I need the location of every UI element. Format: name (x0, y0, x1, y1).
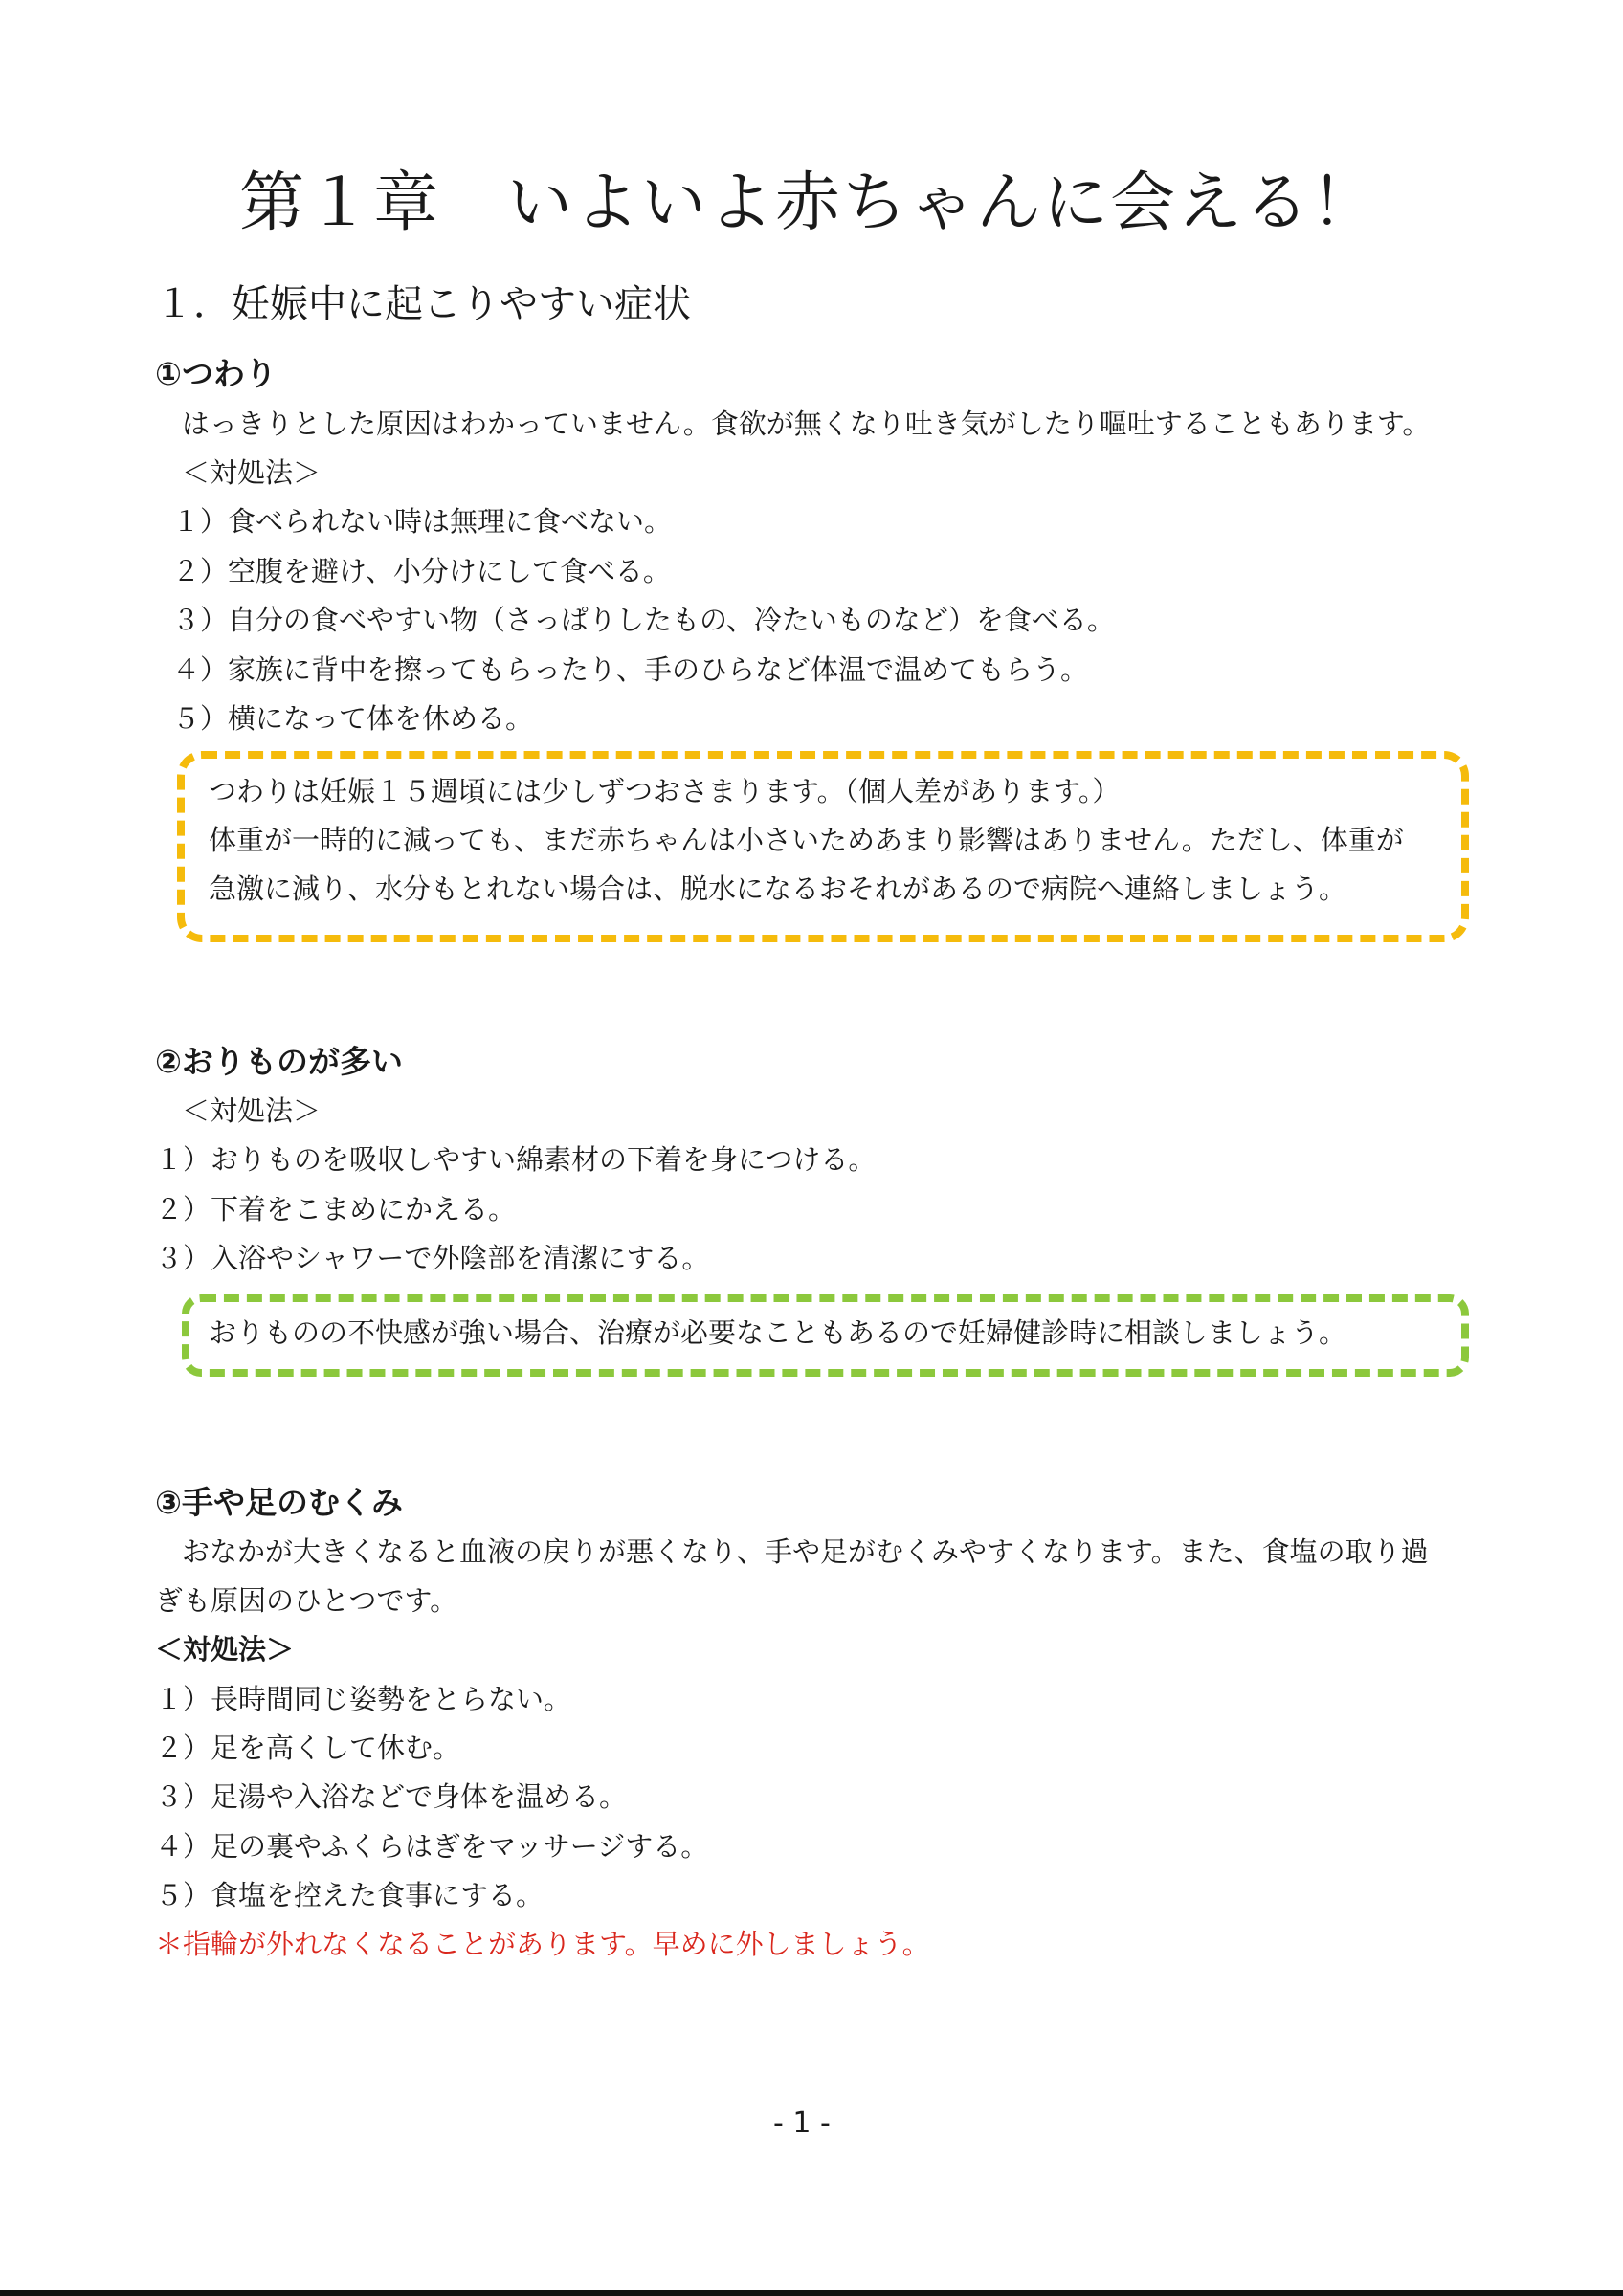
s3-intro-line-2: ぎも原因のひとつです。 (155, 1584, 458, 1617)
s2-item-1: １）おりものを吸収しやすい綿素材の下着を身につける。 (155, 1143, 877, 1176)
s1-item-2: ２）空腹を避け、小分けにして食べる。 (172, 555, 671, 587)
s3-heading: ③手や足のむくみ (155, 1484, 403, 1521)
s3-item-1: １）長時間同じ姿勢をとらない。 (155, 1683, 572, 1715)
s2-note: おりものの不快感が強い場合、治療が必要なこともあるので妊婦健診時に相談しましょう。 (209, 1316, 1347, 1349)
s3-item-3: ３）足湯や入浴などで身体を温める。 (155, 1780, 628, 1813)
s3-item-2: ２）足を高くして休む。 (155, 1732, 461, 1764)
s3-item-4: ４）足の裏やふくらはぎをマッサージする。 (155, 1830, 709, 1863)
s2-item-3: ３）入浴やシャワーで外陰部を清潔にする。 (155, 1242, 710, 1274)
section-heading: １．妊娠中に起こりやすい症状 (155, 282, 691, 326)
s1-care-label: ＜対処法＞ (182, 456, 322, 489)
s1-item-1: １）食べられない時は無理に食べない。 (172, 505, 673, 538)
s3-care-label: ＜対処法＞ (155, 1633, 295, 1666)
s2-item-2: ２）下着をこまめにかえる。 (155, 1193, 517, 1225)
s1-item-4: ４）家族に背中を擦ってもらったり、手のひらなど体温で温めてもらう。 (172, 653, 1089, 686)
s1-heading: ①つわり (155, 355, 277, 392)
bottom-rule (0, 2290, 1623, 2296)
s2-heading: ②おりものが多い (155, 1043, 403, 1080)
s1-item-5: ５）横になって体を休める。 (172, 702, 534, 735)
page-number: - 1 - (773, 2107, 831, 2140)
s1-note-line-1: つわりは妊娠１５週頃には少しずつおさまります。（個人差があります。） (209, 775, 1121, 807)
s2-care-label: ＜対処法＞ (182, 1094, 322, 1127)
s3-intro-line-1: おなかが大きくなると血液の戻りが悪くなり、手や足がむくみやすくなります。また、食塩の取り過 (182, 1535, 1429, 1568)
s1-item-3: ３）自分の食べやすい物（さっぱりしたもの、冷たいものなど）を食べる。 (172, 604, 1115, 636)
s1-note-line-2: 体重が一時的に減っても、まだ赤ちゃんは小さいためあまり影響はありません。ただし、体重が (209, 824, 1404, 856)
chapter-title: 第１章 いよいよ赤ちゃんに会える！ (239, 166, 1379, 241)
s3-warning: ＊指輪が外れなくなることがあります。早めに外しましょう。 (155, 1928, 930, 1960)
s3-item-5: ５）食塩を控えた食事にする。 (155, 1879, 545, 1911)
s1-intro: はっきりとした原因はわかっていません。食欲が無くなり吐き気がしたり嘔吐することもあります。 (182, 408, 1431, 440)
s1-note-line-3: 急激に減り、水分もとれない場合は、脱水になるおそれがあるので病院へ連絡しましょう。 (209, 872, 1347, 905)
